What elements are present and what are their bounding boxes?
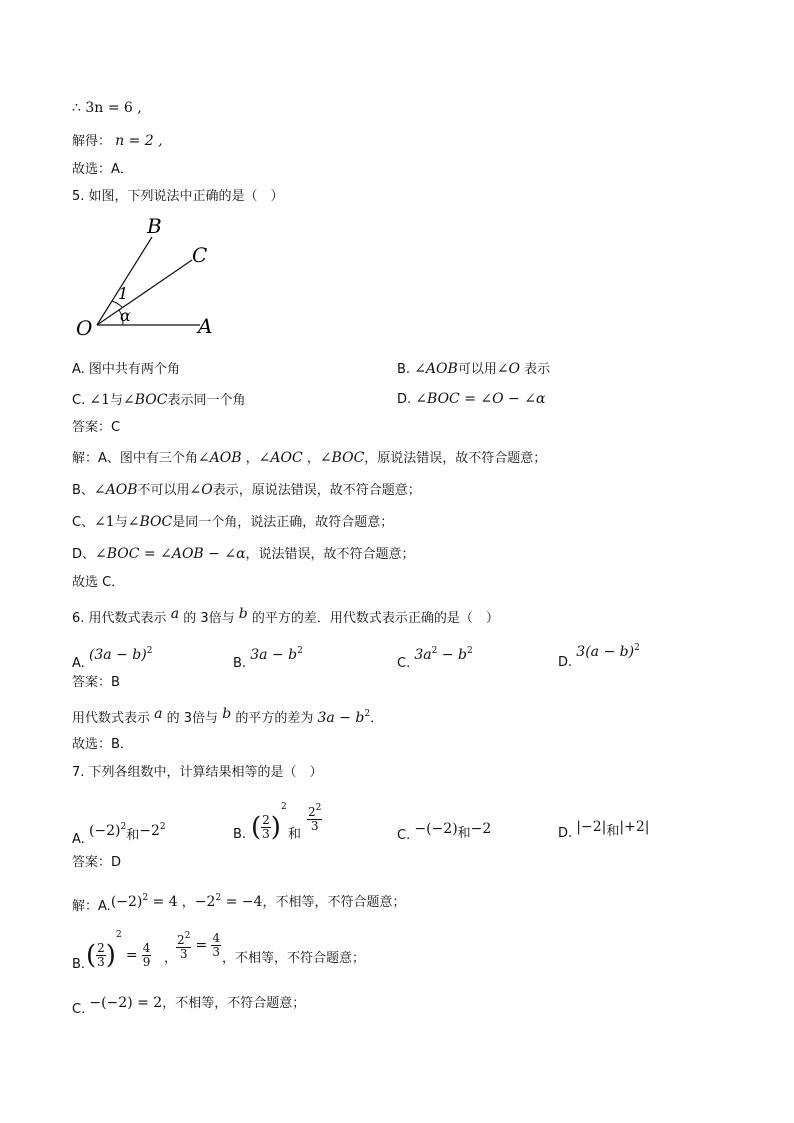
math-square: 2 [159,822,166,832]
math-b: b [222,706,232,722]
math-3a: 3a [414,647,432,663]
question-7-stem: 7. 下列各组数中，计算结果相等的是（ ） [72,765,323,780]
q5-option-c-text: 与 [110,393,124,408]
q7-option-a-label: A. [72,832,85,847]
math-3-a-minus-b: 3(a − b) [576,644,635,660]
q6-answer: 答案：B [72,675,120,690]
q7-solution-b [72,926,392,974]
q5-option-b-text: 可以用 [457,362,497,377]
label-alpha: α [120,306,131,325]
q5-option-c [72,391,246,410]
math-square: 2 [297,646,303,656]
question-6-stem [72,605,499,628]
math-two-thirds-sq: ( $\frac{2}{3}$ )$^2$ [251,802,287,843]
math-a: a [154,706,163,722]
math-angle-boc: ∠BOC [319,450,365,466]
math-n-eq-2: n = 2 , [115,133,163,149]
q6-option-c-label: C. [397,656,411,671]
math-square: 2 [215,893,222,903]
math-neg2-paren: (−2) [110,894,143,910]
q5-option-d [397,390,545,409]
q5-sol-d-pre: D、 [72,547,96,562]
q7-option-a-and: 和 [126,828,140,843]
math-square: 2 [364,709,371,719]
q7-option-d-and: 和 [606,824,620,839]
math-angle-o: ∠O [496,361,521,377]
math-angle-aob: ∠AOB [93,482,138,498]
q7-sol-c-pre: C. [72,1002,86,1017]
q5-sol-c-post: 是同一个角，说法正确，故符合题意； [172,515,394,530]
ray-oc [97,260,192,325]
q5-option-b-text2: 表示 [520,362,551,377]
q5-sol-d-post: ，说法错误，故不符合题意； [245,547,415,562]
math-square: 2 [146,646,153,656]
q7-option-c-and: 和 [457,826,471,841]
math-angle-aob: ∠AOB [197,450,242,466]
q6-option-b [233,642,303,673]
label-c: C [192,243,208,267]
math-angle-boc: ∠BOC [123,392,168,408]
solve-label: 解得： [72,134,112,149]
q6-option-c [397,642,473,673]
label-a: A [198,314,213,338]
q7-solution-a: 解：$A.(-2)^2 = 4$ ，$-2^2 = -4$，不相等，不符合题意； [72,893,406,914]
q7-option-d-label: D. [558,826,573,841]
math-boc-aob-alpha: ∠BOC = ∠AOB − ∠α [95,546,246,562]
math-b: b [238,606,248,622]
math-3a-minus-b-paren: (3a − b) [88,647,147,663]
math-angle-aob: ∠AOB [414,361,458,377]
q7-option-c [397,820,491,845]
q7-answer: 答案：D [72,855,122,870]
math-square: 2 [466,646,473,656]
math-neg2: −2 [194,894,216,910]
q5-option-d-label: D. [397,392,412,407]
math-a: a [170,606,180,622]
q5-choose: 故选 C． [72,575,125,590]
q5-solution-d [72,545,415,564]
q6-choose: 故选：B． [72,737,133,752]
q6-sol-end: ． [370,711,384,726]
q5-sol-b-post: 表示，原说法错误，故不符合题意； [212,483,421,498]
math-2sq-over-3: $\frac{2^2}{3}$ [308,803,322,833]
math-boc-equation: ∠BOC = ∠O − ∠α [415,391,546,407]
math-square: 2 [431,646,438,656]
label-1: 1 [118,284,129,303]
q5-sol-c-mid: 与 [114,515,128,530]
q5-sol-c-pre: C、 [72,515,95,530]
q5-sol-a-post: ，原说法错误，故不符合题意； [364,451,547,466]
q7-solution-c [72,994,305,1019]
q5-solution-a: 解：A、图中有三个角∠AOB ，∠AOC ，∠BOC，原说法错误，故不符合题意； [72,450,547,466]
math-abs-neg2: |−2| [576,819,607,835]
q5-option-b [397,360,550,379]
q5-solution-c [72,513,393,532]
math-neg2-paren: (−2) [88,823,121,839]
q7-option-b-label: B. [233,827,247,842]
math-two-thirds-sq-eq: ( $\frac{2}{3}$ )$^2$ = $\frac{4}{9}$ [86,930,151,971]
question-5-stem: 5. 如图，下列说法中正确的是（ ） [72,189,284,204]
q7-sol-c-post: ，不相等，不符合题意； [162,996,306,1011]
q6-option-d [558,639,640,672]
q5-option-c-label: C. [72,393,86,408]
q6-sol-2: 的 3倍与 [166,711,219,726]
q6-option-b-label: B. [233,656,247,671]
q7-option-b-and: 和 [288,827,302,842]
math-3a-minus-b: 3a − b [250,647,298,663]
math-angle-o: ∠O [189,482,213,498]
q7-sol-b-pre: B. [72,957,86,972]
q6-option-d-label: D. [558,655,573,670]
q7-option-a [72,818,166,849]
q5-option-c-text2: 表示同一个角 [167,393,246,408]
q7-sol-a-pre: 解：A. [72,899,111,914]
math-angle-1: ∠1 [89,392,110,408]
math-angle-1: ∠1 [94,514,115,530]
math-minus-b: − b [437,647,467,663]
math-square: 2 [120,822,127,832]
q5-option-a: A. 图中共有两个角 [72,362,180,377]
angle-figure [72,215,232,345]
math-2sq-over-3-eq: $\frac{2^2}{3}$ = $\frac{4}{3}$ [177,931,221,961]
math-neg-neg2-eq-2: −(−2) = 2 [89,995,163,1011]
q5-sol-b-mid: 不可以用 [137,483,190,498]
label-o: O [76,316,93,340]
math-angle-aoc: ∠AOC [258,450,303,466]
math-eq-4: = 4 [148,894,178,910]
line-therefore [72,99,142,118]
q7-option-d [558,818,649,843]
label-b: B [147,215,162,238]
comma: ， [164,951,178,966]
math-angle-boc: ∠BOC [127,514,173,530]
q6-sol-3: 的平方的差为 [235,711,314,726]
q6-solution [72,705,383,728]
math-neg-neg2: −(−2) [414,821,458,837]
math-neg2: −2 [470,821,492,837]
q6-sol-1: 用代数式表示 [72,711,151,726]
q7-sol-a-post: ，不相等，不符合题意； [262,895,406,910]
math-abs-pos2: |+2| [619,819,650,835]
q5-sol-a-pre: 解：A、图中有三个角 [72,451,198,466]
q7-option-c-label: C. [397,828,411,843]
q7-sol-b-post: ，不相等，不符合题意； [222,951,366,966]
math-eq-neg4: = −4 [221,894,263,910]
math-3a-minus-b: 3a − b [317,710,365,726]
q5-answer: 答案：C [72,420,121,435]
math-square: 2 [634,643,640,653]
q6-stem-2: 的 3倍与 [183,611,235,626]
q5-solution-b [72,481,421,500]
q6-option-a [72,642,152,673]
math-3n-eq-6: ∴ 3n = 6 , [72,100,142,116]
line-choose-a: 故选：A． [72,162,133,177]
math-square: 2 [142,893,149,903]
line-solve [72,132,163,151]
q6-stem-1: 6. 用代数式表示 [72,611,167,626]
math-neg2: −2 [139,823,160,839]
q6-stem-3: 的平方的差．用代数式表示正确的是（ ） [251,611,499,626]
q6-option-a-label: A. [72,656,85,671]
q5-option-b-label: B. [397,362,411,377]
q5-sol-b-pre: B、 [72,483,94,498]
